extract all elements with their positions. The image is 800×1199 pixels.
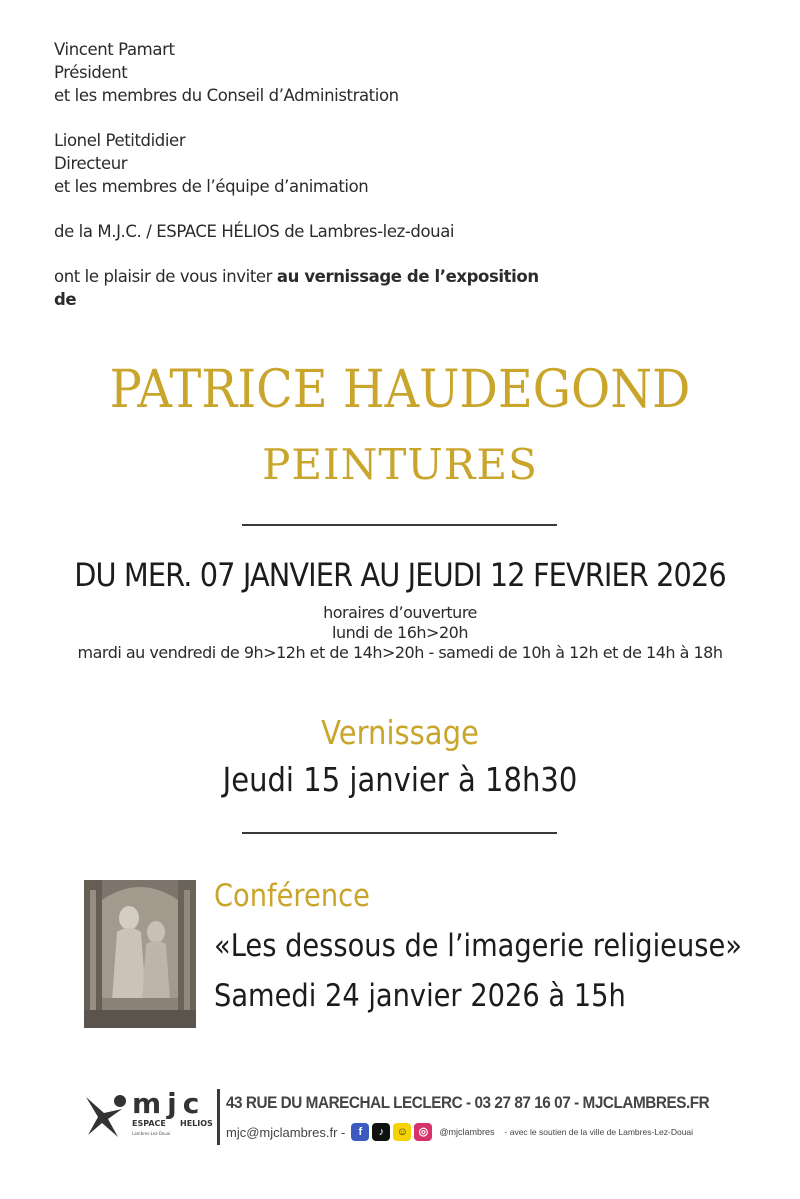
director-block [54,129,674,198]
support-note: - avec le soutien de la ville de Lambres-Lez-Douai [504,1127,694,1137]
tiktok-icon[interactable]: ♪ [372,1123,390,1141]
conference-title: «Les dessous de l’imagerie religieuse» [214,928,742,964]
footer-contact [226,1121,693,1143]
hours-title: horaires d’ouverture [323,603,477,622]
director-title: Directeur [54,154,128,173]
president-block [54,38,674,107]
president-title: Président [54,63,128,82]
invite-bold: au vernissage de l’exposition [276,267,539,286]
conference-label: Conférence [214,878,370,914]
team-members: et les membres de l’équipe d’animation [54,177,369,196]
invite-line-2 [54,288,674,311]
mjc-logo [80,1085,215,1145]
vernissage-label: Vernissage [321,713,479,752]
org-block [54,220,674,243]
sculpture-photo [84,880,196,1028]
invite-block [54,265,674,311]
opening-hours [0,603,800,663]
president-name: Vincent Pamart [54,40,175,59]
logo-helios-text: HELIOS [180,1119,213,1128]
vernissage-date: Jeudi 15 janvier à 18h30 [222,760,578,799]
divider-bottom [242,832,557,834]
exhibition-dates: DU MER. 07 JANVIER AU JEUDI 12 FEVRIER 2026 [74,556,726,594]
footer-email[interactable]: mjc@mjclambres.fr - [226,1124,346,1140]
logo-mjc-text: mjc [132,1087,206,1120]
snapchat-icon[interactable]: ☺ [393,1123,411,1141]
footer-divider [217,1089,220,1145]
hours-monday: lundi de 16h>20h [332,623,468,642]
artist-name: PATRICE HAUDEGOND [109,360,691,420]
facebook-icon[interactable]: f [351,1123,369,1141]
director-name: Lionel Petitdidier [54,131,186,150]
instagram-icon[interactable]: ◎ [414,1123,432,1141]
conference-date: Samedi 24 janvier 2026 à 15h [214,978,626,1014]
board-members: et les membres du Conseil d’Administration [54,86,399,105]
invite-plain: ont le plaisir de vous inviter [54,267,277,286]
divider-top [242,524,557,526]
footer-address: 43 RUE DU MARECHAL LECLERC - 03 27 87 16 07 - MJCLAMBRES.FR [226,1093,710,1112]
hours-week: mardi au vendredi de 9h>12h et de 14h>20h - samedi de 10h à 12h et de 14h à 18h [77,643,723,662]
organization: de la M.J.C. / ESPACE HÉLIOS de Lambres-lez-douai [54,222,455,241]
exhibition-subtitle: PEINTURES [262,440,538,489]
footer [80,1085,740,1155]
social-handle: @mjclambres [439,1127,495,1137]
logo-town-text: Lambres-Lez-Douai [132,1131,171,1136]
invite-line [54,265,674,288]
mjc-figure-logo [82,1091,132,1141]
invite-bold-2: de [54,290,77,309]
logo-espace-text: ESPACE [132,1119,166,1128]
invitation-intro [54,38,674,333]
